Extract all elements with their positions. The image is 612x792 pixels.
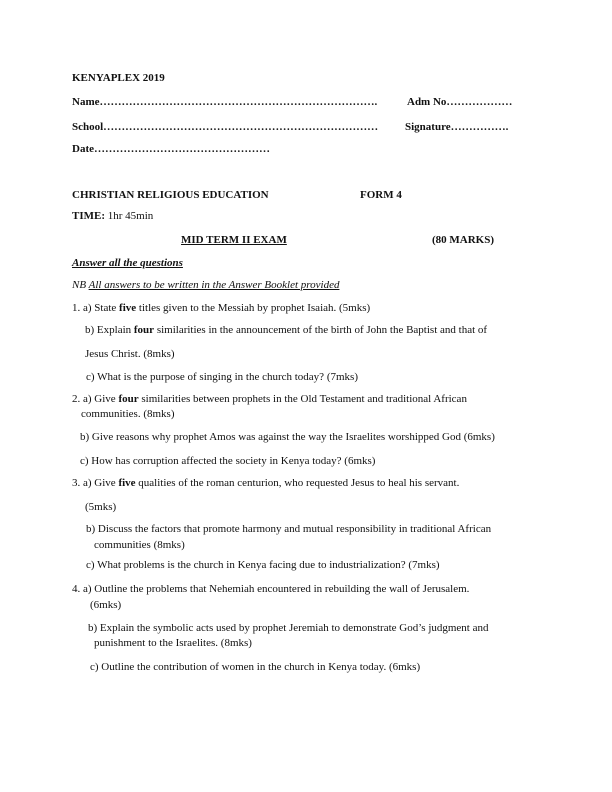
question-text-pre: c) What is the purpose of singing in the church today? (7mks) bbox=[86, 371, 358, 383]
question-text-pre: communities (8mks) bbox=[94, 539, 185, 551]
question-text-pre: communities. (8mks) bbox=[81, 408, 175, 420]
time-value: 1hr 45min bbox=[105, 210, 154, 222]
nb-label: NB bbox=[72, 279, 89, 291]
question-text-bold: five bbox=[119, 302, 137, 314]
question-line bbox=[88, 621, 489, 635]
time-line bbox=[72, 209, 153, 223]
name-field: Name…………………………………………………………………. bbox=[72, 96, 378, 108]
signature-field: Signature……………. bbox=[405, 121, 509, 133]
question-text-pre: 4. a) Outline the problems that Nehemiah encountered in rebuilding the wall of Jerusalem. bbox=[72, 583, 470, 595]
adm-field: Adm No……………… bbox=[407, 96, 513, 108]
total-marks: (80 MARKS) bbox=[432, 234, 495, 246]
nb-text: All answers to be written in the Answer Booklet provided bbox=[88, 279, 340, 291]
question-text-bold: four bbox=[133, 324, 155, 336]
subject: CHRISTIAN RELIGIOUS EDUCATION bbox=[72, 189, 269, 201]
instruction: Answer all the questions bbox=[72, 257, 183, 269]
date-field: Date………………………………………… bbox=[72, 143, 270, 155]
question-line bbox=[72, 582, 469, 596]
question-text-bold: four bbox=[118, 393, 139, 405]
question-line bbox=[94, 636, 252, 650]
question-text-pre: b) Explain the symbolic acts used by prophet Jeremiah to demonstrate God’s judgment and bbox=[88, 622, 489, 634]
school-field: School………………………………………………………………… bbox=[72, 121, 379, 133]
question-line bbox=[80, 430, 495, 444]
question-text-pre: b) Explain bbox=[85, 324, 134, 336]
question-text-pre: (5mks) bbox=[85, 501, 117, 513]
question-line bbox=[72, 476, 459, 490]
question-text-pre: 2. a) Give bbox=[72, 393, 119, 405]
question-text-pre: punishment to the Israelites. (8mks) bbox=[94, 637, 252, 649]
form: FORM 4 bbox=[360, 189, 402, 201]
question-text-pre: 1. a) State bbox=[72, 302, 120, 314]
nb-note bbox=[72, 278, 339, 292]
question-line bbox=[80, 454, 375, 468]
question-text-pre: c) Outline the contribution of women in the church in Kenya today. (6mks) bbox=[90, 661, 421, 673]
question-line bbox=[85, 500, 116, 514]
question-text-pre: b) Give reasons why prophet Amos was against the way the Israelites worshipped God (6mks) bbox=[80, 431, 495, 443]
question-text-pre: c) What problems is the church in Kenya facing due to industrialization? (7mks) bbox=[86, 559, 440, 571]
org-title: KENYAPLEX 2019 bbox=[72, 72, 165, 84]
question-text-pre: 3. a) Give bbox=[72, 477, 119, 489]
question-line bbox=[81, 407, 175, 421]
question-line bbox=[94, 538, 185, 552]
exam-title: MID TERM II EXAM bbox=[181, 234, 287, 246]
question-text-post: similarities in the announcement of the birth of John the Baptist and that of bbox=[154, 324, 488, 336]
question-line bbox=[90, 660, 420, 674]
question-text-pre: Jesus Christ. (8mks) bbox=[85, 348, 175, 360]
question-line bbox=[86, 558, 440, 572]
question-line bbox=[72, 301, 370, 315]
question-text-bold: five bbox=[118, 477, 136, 489]
question-text-post: qualities of the roman centurion, who requested Jesus to heal his servant. bbox=[135, 477, 460, 489]
question-line bbox=[86, 370, 358, 384]
question-text-pre: c) How has corruption affected the society in Kenya today? (6mks) bbox=[80, 455, 376, 467]
question-text-post: similarities between prophets in the Old Testament and traditional African bbox=[138, 393, 467, 405]
time-label: TIME: bbox=[72, 210, 105, 222]
question-text-pre: (6mks) bbox=[90, 599, 122, 611]
question-line bbox=[90, 598, 121, 612]
question-line bbox=[86, 522, 491, 536]
question-line bbox=[85, 323, 487, 337]
question-line bbox=[72, 392, 467, 406]
question-text-pre: b) Discuss the factors that promote harmony and mutual responsibility in traditional African bbox=[86, 523, 492, 535]
question-text-post: titles given to the Messiah by prophet Isaiah. (5mks) bbox=[136, 302, 371, 314]
question-line bbox=[85, 347, 175, 361]
